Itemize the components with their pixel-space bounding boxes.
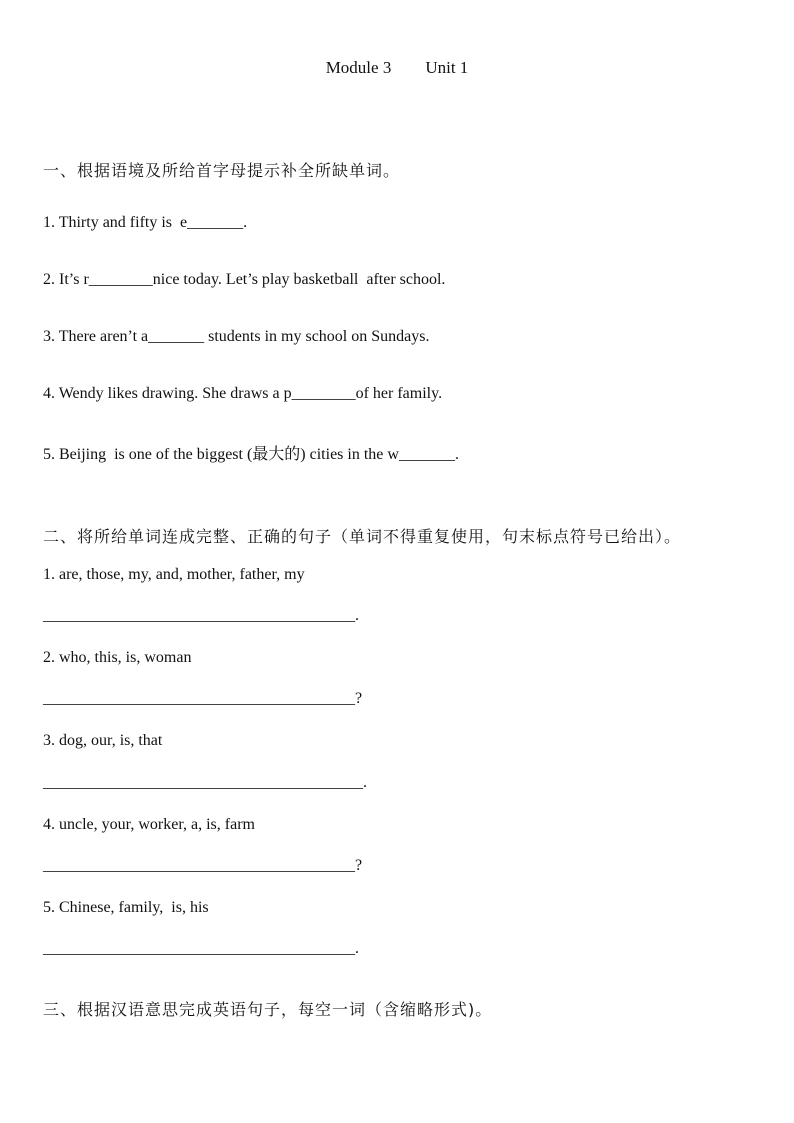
section-2-item-2-prompt: 2. who, this, is, woman bbox=[43, 649, 192, 666]
section-3-heading: 三、根据汉语意思完成英语句子，每空一词（含缩略形式)。 bbox=[43, 1000, 493, 1019]
section-2-item-1-prompt: 1. are, those, my, and, mother, father, my bbox=[43, 566, 305, 583]
section-2-item-3-answer-line: ________________________________________. bbox=[43, 774, 367, 791]
section-2-item-4-prompt: 4. uncle, your, worker, a, is, farm bbox=[43, 816, 255, 833]
section-2-item-4-answer-line: _______________________________________? bbox=[43, 857, 363, 874]
page-title: Module 3 Unit 1 bbox=[325, 58, 469, 77]
section-2-item-5-answer-line: _______________________________________. bbox=[43, 940, 359, 957]
section-1-heading: 一、根据语境及所给首字母提示补全所缺单词。 bbox=[43, 161, 401, 180]
section-1-item-1: 1. Thirty and fifty is e_______. bbox=[43, 214, 248, 231]
section-1-item-4: 4. Wendy likes drawing. She draws a p________of her family. bbox=[43, 385, 443, 402]
section-2-item-5-prompt: 5. Chinese, family, is, his bbox=[43, 899, 209, 916]
section-1-item-3: 3. There aren’t a_______ students in my school on Sundays. bbox=[43, 328, 430, 345]
section-2-item-1-answer-line: _______________________________________. bbox=[43, 607, 359, 624]
section-2-item-2-answer-line: _______________________________________? bbox=[43, 690, 363, 707]
section-1-item-2: 2. It’s r________nice today. Let’s play basketball after school. bbox=[43, 271, 446, 288]
section-1-item-5: 5. Beijing is one of the biggest (最大的) cities in the w_______. bbox=[43, 446, 459, 463]
section-2-item-3-prompt: 3. dog, our, is, that bbox=[43, 732, 163, 749]
section-2-heading: 二、将所给单词连成完整、正确的句子（单词不得重复使用，句末标点符号已给出）。 bbox=[43, 527, 682, 546]
